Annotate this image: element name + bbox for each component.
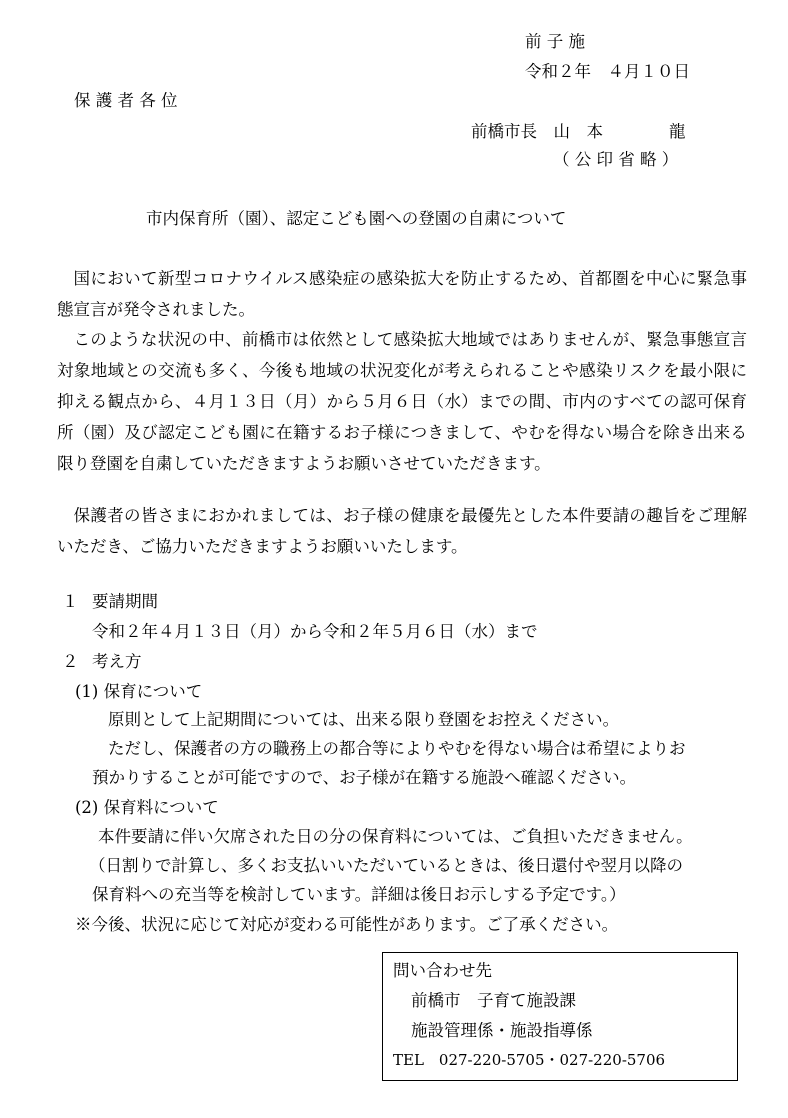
section-1-text: 令和２年４月１３日（月）から令和２年５月６日（水）まで <box>92 622 538 641</box>
document-title: 市内保育所（園）、認定こども園への登園の自粛について <box>146 209 567 228</box>
section-2-heading: 考え方 <box>92 652 142 671</box>
recipient: 保 護 者 各 位 <box>74 91 178 110</box>
contact-box <box>382 952 738 1081</box>
document-date: 令和２年 ４月１０日 <box>525 62 690 81</box>
subsection-2-line-3: 保育料への充当等を検討しています。詳細は後日お示しする予定です。） <box>92 885 626 904</box>
body-paragraph-2: このような状況の中、前橋市は依然として感染拡大地域ではありませんが、緊急事態宣言対象地域との交流も多く、今後も地域の状況変化が考えられることや感染リスクを最小限に抑える観点から、４月１３日（月）から５月６日（水）までの間、市内のすべての認可保育所（園）及び認定こども園に在籍するお子様につきまして、やむを得ない場合を除き出来る限り登園を自粛していただきますようお願いさせていただきます。 <box>57 330 747 473</box>
body-paragraph-1: 国において新型コロナウイルス感染症の感染拡大を防止するため、首都圏を中心に緊急事態宣言が発令されました。 <box>57 269 747 319</box>
subsection-1-line-1: 原則として上記期間については、出来る限り登園をお控えください。 <box>108 710 620 729</box>
section-1-heading: 要請期間 <box>92 592 158 611</box>
section-2-number: ２ <box>62 652 79 671</box>
closing-note: ※今後、状況に応じて対応が変わる可能性があります。ご了承ください。 <box>75 915 619 934</box>
section-1-number: １ <box>62 592 79 611</box>
subsection-2-heading: (2) 保育料について <box>75 798 219 817</box>
body-paragraph-3: 保護者の皆さまにおかれましては、お子様の健康を最優先とした本件要請の趣旨をご理解いただき、ご協力いただきますようお願いいたします。 <box>57 506 747 556</box>
subsection-1-heading: (1) 保育について <box>75 682 203 701</box>
contact-section: 施設管理係・施設指導係 <box>411 1021 593 1040</box>
mayor-name: 前橋市長 山 本 龍 <box>471 122 686 141</box>
seal-note: （ 公 印 省 略 ） <box>553 150 679 169</box>
subsection-1-line-3: 預かりすることが可能ですので、お子様が在籍する施設へ確認ください。 <box>92 768 637 787</box>
subsection-2-line-1: 本件要請に伴い欠席された日の分の保育料については、ご負担いただきません。 <box>98 827 693 846</box>
contact-department: 前橋市 子育て施設課 <box>411 991 576 1010</box>
contact-heading: 問い合わせ先 <box>393 961 492 980</box>
subsection-2-line-2: （日割りで計算し、多くお支払いいただいているときは、後日還付や翌月以降の <box>89 856 683 875</box>
subsection-1-line-2: ただし、保護者の方の職務上の都合等によりやむを得ない場合は希望によりお <box>108 739 686 758</box>
contact-telephone: TEL 027-220-5705・027-220-5706 <box>393 1051 666 1069</box>
sender-org: 前 子 施 <box>525 32 585 51</box>
